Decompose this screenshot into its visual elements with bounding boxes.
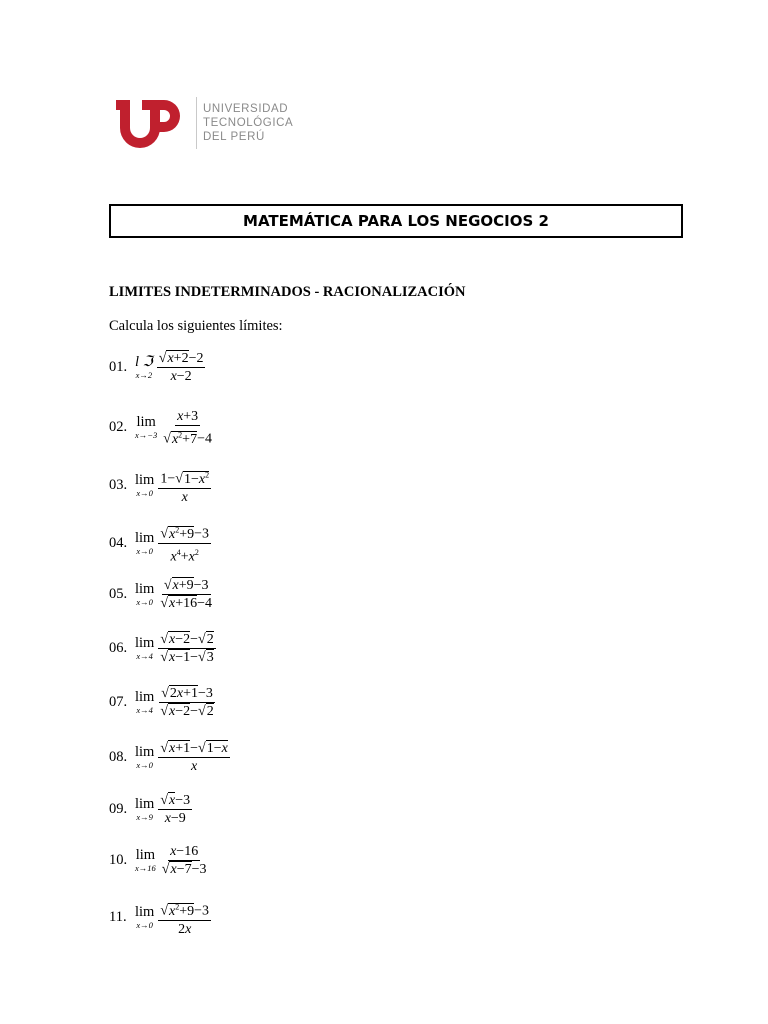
problem-03	[109, 466, 211, 506]
fraction: $\frac{√x-2-√2}{√x-1-√3}$	[160, 632, 214, 665]
limit-word: lim	[135, 796, 155, 812]
fraction: $\frac{√x^2+9-3}{x^4+x^2}$	[158, 521, 211, 565]
fraction: $\frac{1-√1-x^2}{x}$	[158, 466, 211, 506]
fraction: $\frac{√x+9-3}{√x+16-4}$	[160, 578, 213, 611]
problem-09	[109, 792, 192, 827]
limit-word: lim	[135, 689, 155, 705]
limit-approach: x→−3	[135, 430, 158, 441]
problem-number: 04.	[109, 534, 128, 551]
limit-operator	[135, 745, 154, 770]
limit-approach: x→0	[136, 760, 153, 770]
problem-number: 06.	[109, 640, 128, 656]
limit-operator	[135, 905, 154, 930]
problem-number: 01.	[109, 359, 128, 375]
problem-number: 07.	[109, 694, 128, 710]
course-title: MATEMÁTICA PARA LOS NEGOCIOS 2	[109, 204, 683, 238]
problem-number: 10.	[109, 852, 128, 868]
limit-word: lim	[135, 744, 155, 760]
limit-approach: x→0	[136, 545, 153, 556]
limit-operator	[135, 355, 153, 380]
problem-04	[109, 521, 211, 565]
limit-word: l ℑ	[135, 354, 153, 370]
problem-number: 02.	[109, 419, 128, 436]
problem-05	[109, 577, 214, 612]
limit-approach: x→16	[135, 863, 156, 873]
problem-06	[109, 631, 216, 666]
limit-approach: x→4	[136, 705, 153, 715]
problem-11	[109, 898, 211, 938]
problem-10	[109, 843, 209, 878]
utp-logo	[112, 94, 192, 156]
limit-word: lim	[135, 529, 155, 546]
limit-word: lim	[135, 904, 155, 921]
limit-operator	[135, 473, 154, 498]
limit-approach: x→0	[136, 597, 153, 607]
problem-number: 09.	[109, 801, 128, 817]
limit-operator	[135, 690, 154, 715]
limit-word: lim	[135, 635, 155, 651]
limit-word: lim	[135, 581, 155, 597]
section-heading: LIMITES INDETERMINADOS - RACIONALIZACIÓN	[109, 284, 466, 300]
limit-operator	[135, 797, 154, 822]
limit-word: lim	[135, 472, 155, 489]
fraction: $\frac{√x^2+9-3}{2x}$	[158, 898, 211, 938]
limit-operator	[135, 582, 154, 607]
limit-word: lim	[135, 847, 156, 863]
limit-approach: x→9	[136, 812, 153, 822]
limit-approach: x→4	[136, 651, 153, 661]
fraction: $\frac{√x+1-√1-x}{x}$	[160, 741, 228, 774]
limit-operator	[135, 531, 154, 556]
problem-01	[109, 350, 205, 385]
fraction: $\frac{x-16}{√x-7-3}$	[161, 844, 207, 877]
limit-operator	[135, 636, 154, 661]
problem-07	[109, 685, 216, 720]
instruction-text: Calcula los siguientes límites:	[109, 318, 283, 334]
limit-approach: x→0	[136, 488, 153, 499]
fraction: $\frac{√2x+1-3}{√x-2-√2}$	[160, 686, 214, 719]
problem-number: 08.	[109, 749, 128, 765]
university-name-line-1: UNIVERSIDAD	[203, 103, 289, 115]
problem-number: 11.	[109, 909, 127, 926]
limit-operator	[135, 415, 157, 440]
university-name	[203, 102, 293, 144]
limit-operator	[135, 848, 156, 873]
problem-number: 03.	[109, 477, 128, 494]
problem-08	[109, 740, 230, 775]
limit-approach: x→0	[136, 920, 153, 931]
fraction: $\frac{√x-3}{x-9}$	[160, 793, 191, 826]
university-name-line-2: TECNOLÓGICA	[203, 117, 294, 129]
fraction: $\frac{x+3}{√x^2+7-4}$	[163, 409, 212, 447]
logo-divider	[196, 97, 197, 149]
fraction: $\frac{√x+2-2}{x-2}$	[158, 351, 204, 384]
limit-approach: x→2	[135, 370, 153, 380]
problem-number: 05.	[109, 586, 128, 602]
problem-02	[109, 408, 214, 448]
university-name-line-3: DEL PERÚ	[203, 131, 265, 143]
limit-word: lim	[136, 414, 156, 431]
